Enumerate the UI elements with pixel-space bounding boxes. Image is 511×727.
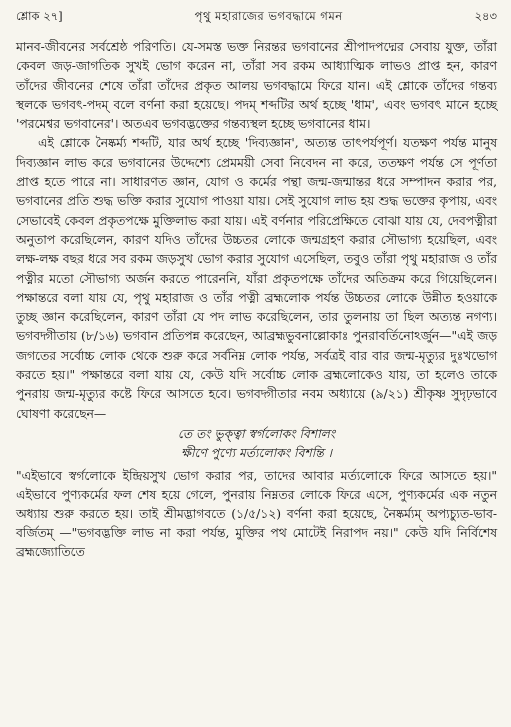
verse-line-2: ক্ষীণে পুণ্যে মর্ত্যলোকং বিশন্তি ।: [181, 446, 332, 461]
chapter-title: পৃথু মহারাজের ভগবদ্ধামে গমন: [194, 9, 343, 23]
verse-line-1: তে তং ভুক্ত্বা স্বর্গলোকং বিশালং: [177, 426, 336, 441]
page-body: [16, 38, 497, 562]
purport-paragraph-1: মানব-জীবনের সর্বশ্রেষ্ঠ পরিণতি। যে-সমস্ত ভক্ত নিরন্তর ভগবানের শ্রীপাদপদ্মের সেবায় যুক্ত, তাঁরা কেবল জড়-জাগতিক সুখই ভোগ করেন না, তাঁরা সব রকম আধ্যাত্মিক লাভও প্রাপ্ত হন, কারণ তাঁদের জীবনের শেষে তাঁরা তাঁদের প্রকৃত আলয় ভগবদ্ধামে ফিরে যান। এই শ্লোকে তাঁদের গন্তব্য স্থলকে ভগবৎ-পদম্ বলে বর্ণনা করা হয়েছে। পদম্ শব্দটির অর্থ হচ্ছে 'ধাম', এবং ভগবৎ মানে হচ্ছে 'পরমেশ্বর ভগবানের'। অতএব ভগবদ্ভক্তের গন্তব্যস্থল হচ্ছে ভগবানের ধাম।: [16, 40, 497, 132]
purport-paragraph-3: "এইভাবে স্বর্গলোকে ইন্দ্রিয়সুখ ভোগ করার পর, তাদের আবার মর্ত্যলোকে ফিরে আসতে হয়।" এইভাবে পুণ্যকর্মের ফল শেষ হয়ে গেলে, পুনরায় নিম্নতর লোকে ফিরে এসে, পুণ্যকর্মের এক নতুন অধ্যায় শুরু করতে হয়। তাই শ্রীমদ্ভাগবতে (১/৫/১২) বর্ণনা করা হয়েছে, নৈষ্কর্ম্যম্ অপ্যচ্যুত-ভাব-বর্জিতম্ —"ভগবদ্ভক্তি লাভ না করা পর্যন্ত, মুক্তির পথ মোটেই নিরাপদ নয়।" কেউ যদি নির্বিশেষ ব্রহ্মজ্যোতিতে: [16, 468, 497, 559]
verse-reference: শ্লোক ২৭]: [16, 9, 63, 23]
sanskrit-verse: [16, 425, 497, 464]
page-header: [16, 8, 497, 28]
purport-paragraph-2: এই শ্লোকে নৈষ্কর্ম্য শব্দটি, যার অর্থ হচ্ছে 'দিব্যজ্ঞান', অত্যন্ত তাৎপর্যপূর্ণ। যতক্ষণ পর্যন্ত মানুষ দিব্যজ্ঞান লাভ করে ভগবানের উদ্দেশ্যে প্রেমময়ী সেবা নিবেদন না করে, ততক্ষণ পর্যন্ত সে পূর্ণতা প্রাপ্ত হতে পারে না। সাধারণত জ্ঞান, যোগ ও কর্মের পন্থা জন্ম-জন্মান্তর ধরে সম্পাদন করার পর, ভগবানের প্রতি শুদ্ধ ভক্তি করার সুযোগ পাওয়া যায়। সেই সুযোগ লাভ হয় শুদ্ধ ভক্তের কৃপায়, এবং সেভাবেই কেবল প্রকৃতপক্ষে মুক্তিলাভ করা যায়। এই বর্ণনার পরিপ্রেক্ষিতে বোঝা যায় যে, দেবপত্নীরা অনুতাপ করেছিলেন, কারণ যদিও তাঁদের উচ্চতর লোকে জন্মগ্রহণ করার সৌভাগ্য হয়েছিল, এবং লক্ষ-লক্ষ বছর ধরে সব রকম জড়সুখ ভোগ করার সুযোগ এসেছিল, তবুও তাঁরা পৃথু মহারাজ ও তাঁর পত্নীর মতো সৌভাগ্য অর্জন করতে পারেননি, যাঁরা প্রকৃতপক্ষে তাঁদের অতিক্রম করে গিয়েছিলেন। পক্ষান্তরে বলা যায় যে, পৃথু মহারাজ ও তাঁর পত্নী ব্রহ্মলোক পর্যন্ত উচ্চতর লোকে উন্নীত হওয়াকে তুচ্ছ জ্ঞান করেছিলেন, কারণ তাঁরা যে পদ লাভ করেছিলেন, তার তুলনায় তা ছিল অত্যন্ত নগণ্য। ভগবদ্গীতায় (৮/১৬) ভগবান প্রতিপন্ন করেছেন, আব্রহ্মভুবনাল্লোকাঃ পুনরাবর্তিনোঽর্জুন—"এই জড় জগতের সর্বোচ্চ লোক থেকে শুরু করে সর্বনিম্ন লোক পর্যন্ত, সর্বত্রই বার বার জন্ম-মৃত্যুর দুঃখভোগ করতে হয়।" পক্ষান্তরে বলা যায় যে, কেউ যদি সর্বোচ্চ লোক ব্রহ্মলোকেও যায়, তা হলেও তাকে পুনরায় জন্ম-মৃত্যুর কষ্টে ফিরে আসতে হবে। ভগবদ্গীতার নবম অধ্যায়ে (৯/২১) শ্রীকৃষ্ণ সুদৃঢ়ভাবে ঘোষণা করেছেন—: [16, 136, 497, 421]
page-number: ২৪৩: [474, 9, 497, 23]
